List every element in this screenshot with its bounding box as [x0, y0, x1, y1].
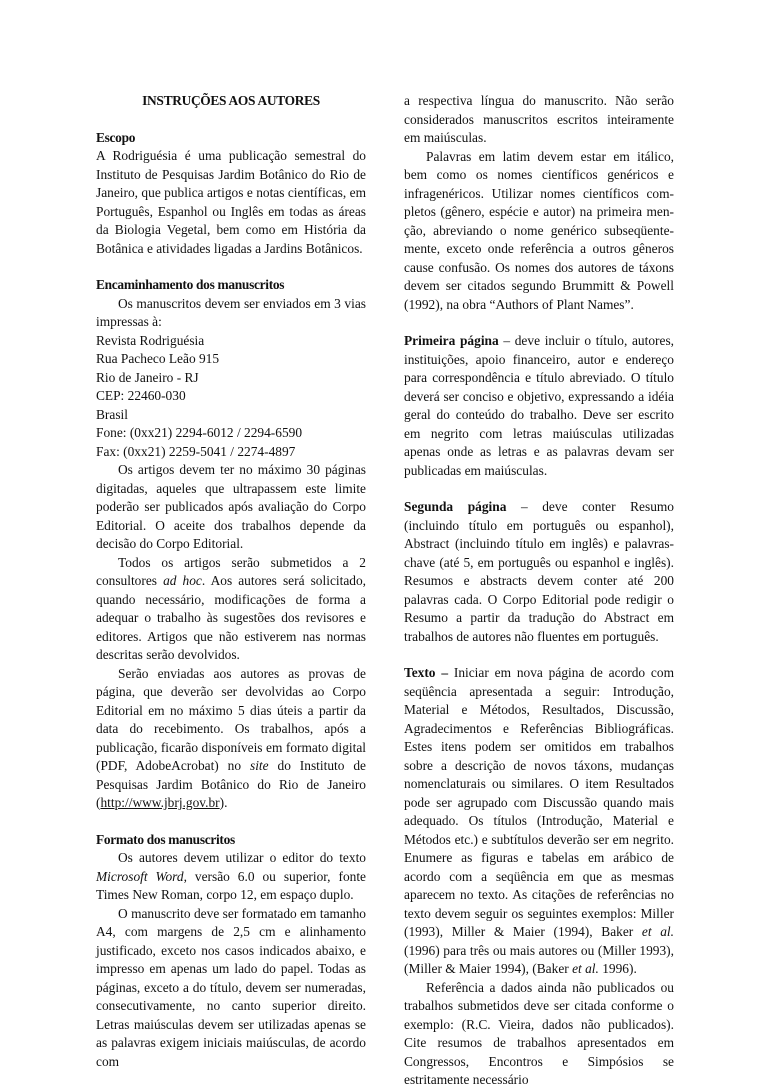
paragraph-escopo: A Rodriguésia é uma publicação semestral do Instituto de Pesquisas Jardim Botânico do Rio de Janeiro, que publica artigos e notas científicas, em Português, Espanhol ou Inglês em todas as áreas da Biologia Vegetal, bem como em História da Botânica e atividades ligadas a Jardins Botânicos. [96, 148, 366, 256]
paragraph-texto-2: Referência a dados ainda não publicados ou trabalhos submetidos deve ser citada conforme o exemplo: (R.C. Vieira, dados não publicados). Cite resumos de trabalhos apresentados em Congressos, Encontros e Simpósios se estritamente necessário [404, 979, 674, 1087]
address-line: CEP: 22460-030 [96, 388, 186, 403]
label-segunda-pagina: Segunda página [404, 499, 507, 514]
address-line: Revista Rodriguésia [96, 332, 205, 348]
right-column [404, 92, 674, 1090]
section-heading-escopo: Escopo [96, 129, 136, 145]
section-heading-encaminhamento: Encaminhamento dos manuscritos [96, 277, 285, 292]
website-link[interactable]: http://www.jbrj.gov.br [100, 795, 220, 810]
page-title: INSTRUÇÕES AOS AUTORES [142, 93, 320, 108]
address-line: Brasil [96, 406, 128, 422]
address-block [96, 332, 366, 462]
label-primeira-pagina: Primeira página [404, 333, 499, 348]
paragraph-segunda-pagina: Segunda página – deve conter Resumo (incluindo título em português ou espanhol), Abstract (incluindo título em inglês) e palavras-chave (até 5, em português ou espanhol e inglês). Resumos e abstracts devem conter até 200 palavras cada. O Corpo Editorial pode redigir o Resumo a partir da tradução do Abstract em trabalhos de autores não fluentes em português. [404, 499, 675, 644]
paragraph-encaminhamento-1: Os manuscritos devem ser enviados em 3 vias impressas à: [96, 295, 366, 329]
paragraph-texto: Texto – Iniciar em nova página de acordo com seqüência apresentada a seguir: Introdução, Material e Métodos, Resultados, Discussão, Agradecimentos e Referências Bibliográficas. Estes itens podem ser omitidos em trabalhos sobre a descrição de novos táxons, mudanças nomenclaturais ou similares. O item Resultados pode ser agrupado com Discussão quando mais adequado. Os títulos (Introdução, Material e Métodos etc.) e subtítulos deverão ser em negrito. Enumere as figuras e tabelas em arábico de acordo com a seqüência em que as mesmas aparecem no texto. As citações de referências no texto devem seguir os seguintes exemplos: Miller (1993), Miller & Maier (1994), Baker et al. (1996) para três ou mais autores ou (Miller 1993), (Miller & Maier 1994), (Baker et al. 1996). [404, 665, 674, 976]
address-line: Rio de Janeiro - RJ [96, 369, 199, 385]
paragraph-formato-1: Os autores devem utilizar o editor do texto Microsoft Word, versão 6.0 ou superior, fonte Times New Roman, corpo 12, em espaço duplo. [96, 850, 367, 902]
paragraph-encaminhamento-3: Todos os artigos serão submetidos a 2 consultores ad hoc. Aos autores será solicitado, quando necessário, modificações de forma a adequar o trabalho às sugestões dos revisores e editores. Artigos que não estiverem nas normas descritas serão devolvidos. [96, 554, 367, 662]
paragraph-continuation: a respectiva língua do manuscrito. Não serão considerados manuscritos escritos inteiramente em maiúsculas. [404, 93, 674, 145]
address-line: Fax: (0xx21) 2259-5041 / 2274-4897 [96, 443, 296, 459]
paragraph-encaminhamento-4: Serão enviadas aos autores as provas de página, que deverão ser devolvidas ao Corpo Editorial em no máximo 5 dias úteis a partir da data do recebimento. Os trabalhos, após a publicação, ficarão disponíveis em formato digital (PDF, AdobeAcrobat) no site do Instituto de Pesquisas Jardim Botânico do Rio de Janeiro (http://www.jbrj.gov.br). [96, 665, 366, 810]
address-line: Rua Pacheco Leão 915 [96, 351, 220, 366]
paragraph-formato-2: O manuscrito deve ser formatado em tamanho A4, com margens de 2,5 cm e alinhamento justificado, exceto nos casos indicados abaixo, e impresso em apenas um lado do papel. Todas as páginas, exceto a do título, devem ser numeradas, consecutivamente, no canto superior direito. Letras maiúsculas devem ser utilizadas apenas se as palavras exigem iniciais maiúsculas, de acordo com [96, 905, 366, 1069]
left-column [96, 92, 366, 1071]
label-texto: Texto – [404, 665, 449, 680]
paragraph-encaminhamento-2: Os artigos devem ter no máximo 30 páginas digitadas, aqueles que ultrapassem este limite poderão ser publicados após avaliação do Corpo Editorial. O aceite dos trabalhos depende da decisão do Corpo Editorial. [96, 462, 366, 551]
paragraph-primeira-pagina: Primeira página – deve incluir o título, autores, instituições, apoio financeiro, autor e endereço para correspondência e título abreviado. O título deverá ser conciso e objetivo, expressando a idéia geral do conteúdo do trabalho. Deve ser escrito em negrito com letras maiúsculas utilizadas apenas onde as letras e as palavras devam ser publicadas em maiúsculas. [404, 333, 674, 478]
paragraph-latim: Palavras em latim devem estar em itálico, bem como os nomes científicos genéricos e infragenéricos. Utilizar nomes científicos com-pletos (gênero, espécie e autor) na primeira men-ção, abreviando o nome genérico subseqüente-mente, exceto onde referência a outros gêneros cause confusão. Os nomes dos autores de táxons devem ser citados segundo Brummitt & Powell (1992), na obra “Authors of Plant Names”. [404, 148, 674, 312]
section-heading-formato: Formato dos manuscritos [96, 831, 235, 847]
address-line: Fone: (0xx21) 2294-6012 / 2294-6590 [96, 425, 303, 440]
